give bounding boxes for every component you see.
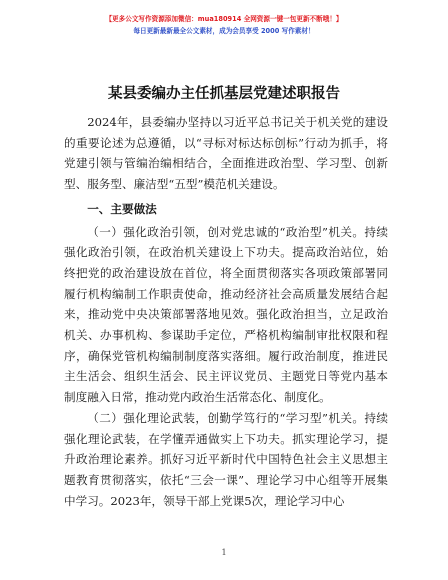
page-number: 1: [221, 548, 227, 557]
document-body: [64, 112, 388, 511]
intro-paragraph: 2024年，县委编办坚持以习近平总书记关于机关党的建设的重要论述为总遵循，以“寻标对标达标创标”行动为抓手，将党建引领与管编治编相结合，全面推进政治型、学习型、创新型、服务型、廉洁型“五型”模范机关建设。: [64, 115, 388, 192]
paragraph-political: （一）强化政治引领，创对党忠诚的“政治型”机关。持续强化政治引领，在政治机关建设上下功夫。提高政治站位，始终把党的政治建设放在首位，将全面贯彻落实各项政策部署同履行机构编制工作职责使命，推动经济社会高质量发展结合起来，推动党中央决策部署落地见效。强化政治担当，立足政治机关、办事机构、参谋助手定位，严格机构编制审批权限和程序，确保党管机构编制制度落实落细。履行政治制度，推进民主生活会、组织生活会、民主评议党员、主题党日等党内基本制度融入日常，推动党内政治生活常态化、制度化。: [64, 224, 388, 405]
document-title: 某县委编办主任抓基层党建述职报告: [108, 86, 340, 102]
paragraph-learning: （二）强化理论武装，创勤学笃行的“学习型”机关。持续强化理论武装，在学懂弄通做实上下功夫。抓实理论学习，提升政治理论素养。抓好习近平新时代中国特色社会主义思想主题教育贯彻落实，依托“三会一课”、理论学习中心组等开展集中学习。2023年，领导干部上党课5次，理论学习中心: [64, 410, 388, 508]
promo-banner-top: 【更多公文写作资源添加微信：mua180914 全网资源一键一包更新不断哦！】: [105, 15, 343, 23]
promo-banner-sub: 每日更新最新最全公文素材，成为会员享受 2000 写作素材！: [133, 27, 315, 35]
section-heading: 一、主要做法: [87, 201, 157, 216]
